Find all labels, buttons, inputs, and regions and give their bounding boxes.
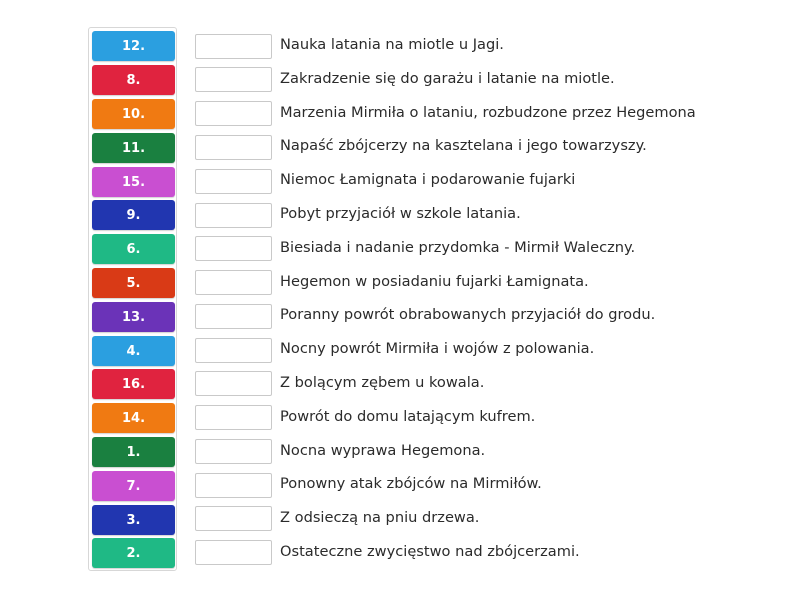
answer-drop-slot[interactable] (195, 67, 272, 92)
answer-drop-slot[interactable] (195, 405, 272, 430)
statement-text: Z bolącym zębem u kowala. (280, 374, 485, 391)
statement-text: Biesiada i nadanie przydomka - Mirmił Waleczny. (280, 239, 636, 256)
answer-drop-slot[interactable] (195, 439, 272, 464)
statement-text: Nauka latania na miotle u Jagi. (280, 36, 504, 53)
answer-tile[interactable]: 1. (92, 437, 175, 467)
statement-text: Nocny powrót Mirmiła i wojów z polowania. (280, 340, 595, 357)
answer-tile[interactable]: 2. (92, 538, 175, 568)
answer-drop-slot[interactable] (195, 203, 272, 228)
answer-drop-slot[interactable] (195, 236, 272, 261)
statement-text: Ponowny atak zbójców na Mirmiłów. (280, 475, 542, 492)
answer-drop-slot[interactable] (195, 540, 272, 565)
answer-tile[interactable]: 14. (92, 403, 175, 433)
answer-tile[interactable]: 4. (92, 336, 175, 366)
statement-text: Z odsieczą na pniu drzewa. (280, 509, 480, 526)
statement-text: Poranny powrót obrabowanych przyjaciół do grodu. (280, 306, 656, 323)
answer-tile[interactable]: 10. (92, 99, 175, 129)
answer-tile[interactable]: 11. (92, 133, 175, 163)
answer-drop-slot[interactable] (195, 169, 272, 194)
answer-tile[interactable]: 3. (92, 505, 175, 535)
answer-tile[interactable]: 6. (92, 234, 175, 264)
answer-tile[interactable]: 8. (92, 65, 175, 95)
statement-text: Nocna wyprawa Hegemona. (280, 442, 486, 459)
answer-tile[interactable]: 5. (92, 268, 175, 298)
answer-drop-slot[interactable] (195, 270, 272, 295)
answer-drop-slot[interactable] (195, 506, 272, 531)
answer-drop-slot[interactable] (195, 34, 272, 59)
statement-text: Niemoc Łamignata i podarowanie fujarki (280, 171, 576, 188)
answer-drop-slot[interactable] (195, 304, 272, 329)
answer-tile[interactable]: 15. (92, 167, 175, 197)
answer-drop-slot[interactable] (195, 473, 272, 498)
answer-drop-slot[interactable] (195, 338, 272, 363)
answer-tile[interactable]: 12. (92, 31, 175, 61)
statement-text: Hegemon w posiadaniu fujarki Łamignata. (280, 273, 589, 290)
statement-text: Marzenia Mirmiła o lataniu, rozbudzone przez Hegemona (280, 104, 696, 121)
statement-text: Powrót do domu latającym kufrem. (280, 408, 536, 425)
answer-drop-slot[interactable] (195, 135, 272, 160)
answer-tile[interactable]: 13. (92, 302, 175, 332)
statement-text: Zakradzenie się do garażu i latanie na miotle. (280, 70, 615, 87)
answer-drop-slot[interactable] (195, 101, 272, 126)
statement-text: Napaść zbójcerzy na kasztelana i jego towarzyszy. (280, 137, 647, 154)
answer-drop-slot[interactable] (195, 371, 272, 396)
answer-tile[interactable]: 16. (92, 369, 175, 399)
answer-tile[interactable]: 7. (92, 471, 175, 501)
statement-text: Pobyt przyjaciół w szkole latania. (280, 205, 521, 222)
answer-tile[interactable]: 9. (92, 200, 175, 230)
statement-text: Ostateczne zwycięstwo nad zbójcerzami. (280, 543, 580, 560)
